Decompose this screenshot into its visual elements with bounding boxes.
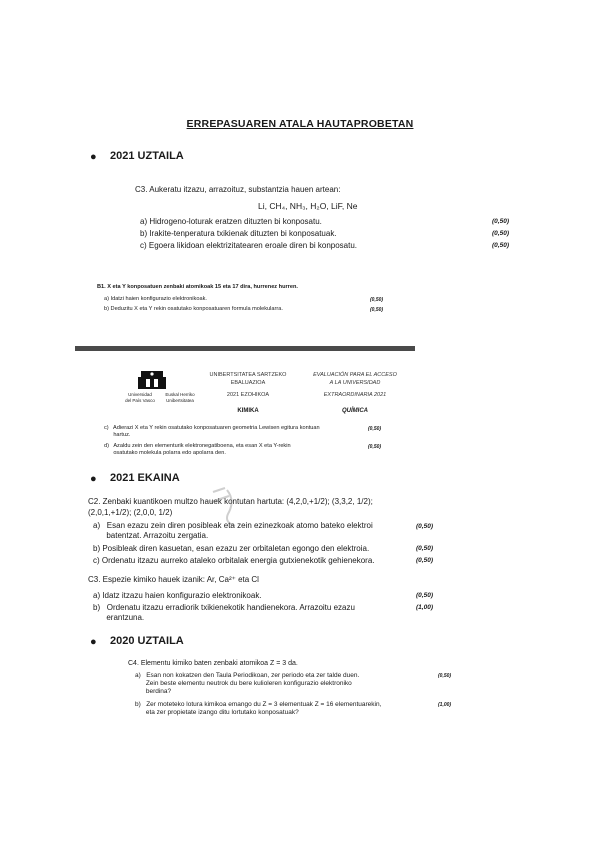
- section-heading-2021-ekaina: 2021 EKAINA: [110, 472, 180, 484]
- question-c3-item-a: a) Hidrogeno-loturak eratzen dituzten bi konposatu.: [140, 217, 322, 226]
- points-label: (0,50): [368, 444, 382, 450]
- points-label: (0,50): [416, 545, 433, 552]
- question-c2-item-c: c) Ordenatu itzazu aurreko ataleko orbitalak energia gutxienekotik gehienekora.: [93, 556, 375, 565]
- header-es-line2: A LA UNIVERSIDAD: [329, 380, 381, 386]
- question-c3b-item-a: a) Idatz itzazu haien konfigurazio elektronikoak.: [93, 591, 262, 600]
- question-c2-item-a: a) Esan ezazu zein diren posibleak eta zein ezinezkoak atomo bateko elektroi batentzat. Arrazoitu zergatia.: [93, 521, 373, 540]
- university-name-es: Universidad del País Vasco: [125, 392, 155, 403]
- question-c4-item-b: b) Zer moteteko lotura kimikoa emango du Z = 3 elementuak Z = 16 elementuarekin, eta zer propietate izango ditu lortutako konposatuak?: [135, 701, 382, 716]
- points-label: (0,50): [438, 673, 452, 679]
- question-b1-item-d: d) Azaldu zein den elementurik elektronegatiboena, eta esan X eta Y-rekin osatutako molekula polarra edo apolarra den.: [104, 443, 291, 456]
- question-c3-item-c: c) Egoera likidoan elektrizitatearen eroale diren bi konposatu.: [140, 241, 358, 250]
- subject-es: QUÍMICA: [342, 408, 368, 414]
- bullet-icon: ●: [90, 473, 97, 485]
- question-b1-item-b: b) Deduzitu X eta Y rekin osatutako konposatuaren formula molekularra.: [104, 306, 283, 312]
- points-label: (1,00): [438, 702, 452, 708]
- points-label: (1,00): [416, 604, 433, 611]
- section-heading-2021-uztaila: 2021 UZTAILA: [110, 150, 184, 162]
- question-c3b-prompt: C3. Espezie kimiko hauek izanik: Ar, Ca²⁺ eta Cl: [88, 575, 259, 584]
- points-label: (0,50): [416, 523, 433, 530]
- header-eu-line1: UNIBERTSITATEA SARTZEKO: [209, 372, 287, 378]
- question-c4-item-a: a) Esan non kokatzen den Taula Periodikoan, zer periodo eta zer talde duen. Zein beste elementu neutrok du bere kulioleren konfigurazio elektroniko berdina?: [135, 672, 360, 695]
- question-c2-prompt: C2. Zenbaki kuantikoen multzo hauek kontutan hartuta: (4,2,0,+1/2); (3,3,2, 1/2); (2,0,1,+1/2); (2,0,0, 1/2): [88, 497, 373, 517]
- question-c3-prompt: C3. Aukeratu itzazu, arrazoituz, substantzia hauen artean:: [135, 185, 341, 194]
- question-b1-item-a: a) Idatzi haien konfigurazio elektronikoak.: [104, 296, 207, 302]
- question-c2-item-b: b) Posibleak diren kasuetan, esan ezazu zer orbitaletan egongo den elektroia.: [93, 544, 370, 553]
- question-c4-prompt: C4. Elementu kimiko baten zenbaki atomikoa Z = 3 da.: [128, 660, 298, 667]
- watermark-scribble: [205, 480, 255, 530]
- page-title: ERREPASUAREN ATALA HAUTAPROBETAN: [186, 118, 414, 130]
- page-divider: [75, 346, 415, 351]
- points-label: (0,50): [492, 242, 509, 249]
- points-label: (0,50): [492, 218, 509, 225]
- header-es-line3: EXTRAORDINARIA 2021: [323, 392, 387, 398]
- question-b1-item-c: c) Adierazi X eta Y rekin osatutako konposatuaren geometria Lewisen egitura kontuan hartuz.: [104, 425, 320, 438]
- university-logo-icon: [138, 371, 166, 389]
- subject-eu: KIMIKA: [237, 408, 259, 414]
- points-label: (0,50): [370, 297, 384, 303]
- points-label: (0,50): [368, 426, 382, 432]
- section-heading-2020-uztaila: 2020 UZTAILA: [110, 635, 184, 647]
- question-b1-prompt: B1. X eta Y konposatuen zenbaki atomikoak 15 eta 17 dira, hurrenez hurren.: [97, 284, 298, 290]
- bullet-icon: ●: [90, 151, 97, 163]
- header-es-line1: EVALUACIÓN PARA EL ACCESO: [313, 372, 397, 378]
- points-label: (0,50): [416, 557, 433, 564]
- points-label: (0,50): [370, 307, 384, 313]
- header-eu-line2: EBALUAZIOA: [230, 380, 266, 386]
- header-eu-line3: 2021 EZOHIKOA: [226, 392, 270, 398]
- question-c3-item-b: b) Irakite-tenperatura txikienak dituzten bi konposatuak.: [140, 229, 337, 238]
- bullet-icon: ●: [90, 636, 97, 648]
- university-name-eu: Euskal Herriko Unibertsitatea: [165, 392, 195, 403]
- substance-list: Li, CH₄, NH₃, H₂O, LiF, Ne: [258, 201, 358, 211]
- question-c3b-item-b: b) Ordenatu itzazu erradiorik txikienekotik handienekora. Arrazoitu ezazu erantzuna.: [93, 603, 355, 622]
- points-label: (0,50): [416, 592, 433, 599]
- points-label: (0,50): [492, 230, 509, 237]
